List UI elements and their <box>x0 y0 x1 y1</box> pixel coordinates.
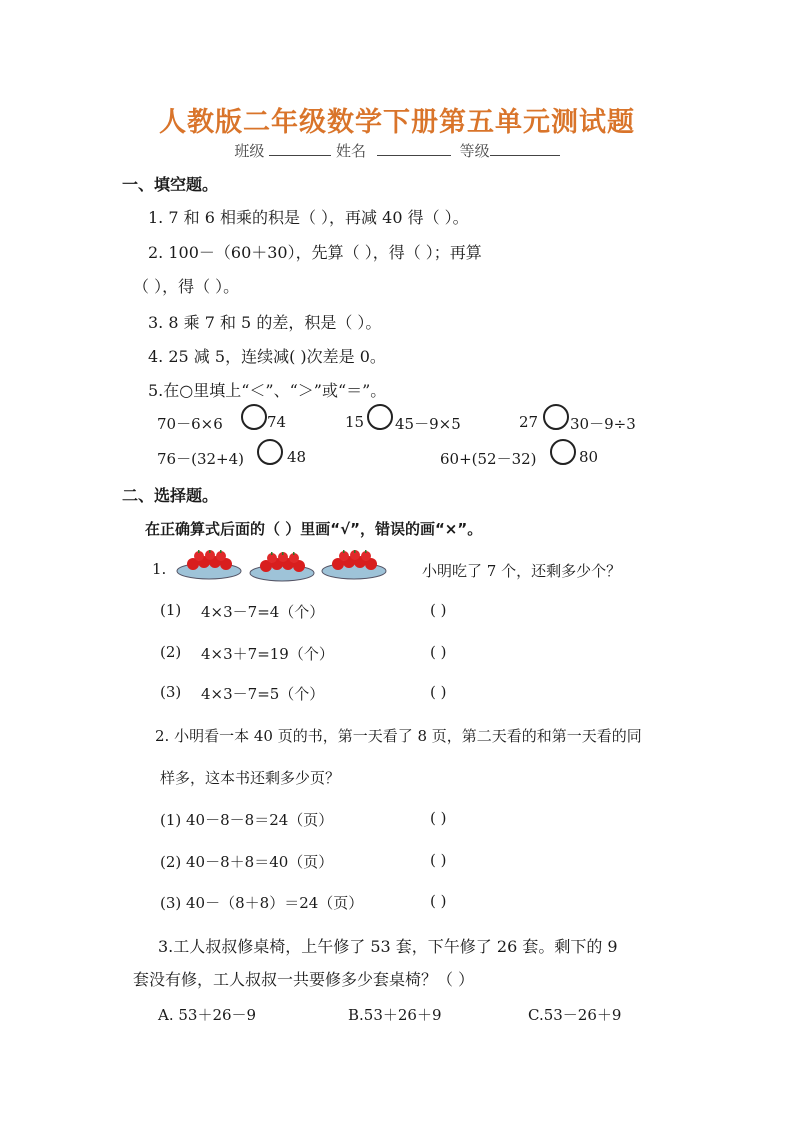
compare-5-left: 60+(52－32) <box>440 450 537 468</box>
compare-4-right: 48 <box>287 448 307 466</box>
section2-instruction: 在正确算式后面的（ ）里画“√”，错误的画“×”。 <box>145 520 483 538</box>
class-label: 班级 <box>234 142 265 160</box>
option-label: (3) <box>160 683 182 701</box>
answer-paren[interactable]: ( ) <box>430 683 447 701</box>
compare-4-left: 76－(32+4) <box>157 450 244 468</box>
grade-label: 等级 <box>459 142 490 160</box>
question-1-2-line2: （ ），得（ ）。 <box>133 277 240 296</box>
option-expression: (1) 40－8－8＝24（页） <box>160 811 334 829</box>
question-2-2-line1: 2. 小明看一本 40 页的书，第一天看了 8 页，第二天看的和第一天看的同 <box>155 727 642 745</box>
choice-b[interactable]: B.53＋26＋9 <box>348 1006 442 1024</box>
circle-icon[interactable] <box>550 439 576 465</box>
answer-paren[interactable]: ( ) <box>430 809 447 827</box>
option-expression: 4×3－7=5（个） <box>201 685 325 703</box>
compare-1-left: 70－6×6 <box>157 415 223 433</box>
answer-paren[interactable]: ( ) <box>430 643 447 661</box>
compare-3-left: 27 <box>519 413 539 431</box>
option-expression: 4×3＋7=19（个） <box>201 645 334 663</box>
circle-icon[interactable] <box>367 404 393 430</box>
question-2-2-line2: 样多，这本书还剩多少页？ <box>160 769 341 787</box>
option-expression: 4×3－7=4（个） <box>201 603 325 621</box>
apple-plate-icon <box>321 550 387 580</box>
page-title: 人教版二年级数学下册第五单元测试题 <box>159 107 635 138</box>
question-1-2-line1: 2. 100－（60＋30），先算（ ），得（ ）；再算 <box>148 243 482 262</box>
choice-c[interactable]: C.53－26＋9 <box>528 1006 622 1024</box>
option-expression: (3) 40－（8＋8）＝24（页） <box>160 894 364 912</box>
answer-paren[interactable]: ( ) <box>430 892 447 910</box>
option-label: (2) <box>160 643 182 661</box>
question-1-5: 5.在○里填上“＜”、“＞”或“＝”。 <box>148 381 387 400</box>
apple-plate-icon <box>176 550 242 580</box>
question-2-3-line1: 3.工人叔叔修桌椅，上午修了 53 套，下午修了 26 套。剩下的 9 <box>158 937 618 956</box>
class-blank[interactable] <box>269 141 331 156</box>
answer-paren[interactable]: ( ) <box>430 851 447 869</box>
question-1-4: 4. 25 减 5，连续减( )次差是 0。 <box>148 347 386 366</box>
compare-3-right: 30－9÷3 <box>570 415 636 433</box>
option-label: (1) <box>160 601 182 619</box>
student-info-line <box>0 140 794 161</box>
section2-heading: 二、选择题。 <box>122 486 219 505</box>
question-2-1-number: 1. <box>152 560 167 578</box>
circle-icon[interactable] <box>241 404 267 430</box>
circle-icon[interactable] <box>543 404 569 430</box>
question-2-3-line2: 套没有修，工人叔叔一共要修多少套桌椅？（ ） <box>133 970 475 989</box>
apple-plate-icon <box>249 552 315 582</box>
compare-5-right: 80 <box>579 448 599 466</box>
option-expression: (2) 40－8＋8＝40（页） <box>160 853 334 871</box>
compare-2-left: 15 <box>345 413 365 431</box>
grade-blank[interactable] <box>490 141 560 156</box>
question-1-1: 1. 7 和 6 相乘的积是（ ），再减 40 得（ ）。 <box>148 208 469 227</box>
circle-icon[interactable] <box>257 439 283 465</box>
compare-2-right: 45－9×5 <box>395 415 461 433</box>
section1-heading: 一、填空题。 <box>122 175 219 194</box>
name-label: 姓名 <box>335 142 366 160</box>
question-1-3: 3. 8 乘 7 和 5 的差，积是（ ）。 <box>148 313 382 332</box>
answer-paren[interactable]: ( ) <box>430 601 447 619</box>
question-2-1-text: 小明吃了 7 个，还剩多少个？ <box>422 562 622 580</box>
name-blank[interactable] <box>377 141 451 156</box>
choice-a[interactable]: A. 53＋26－9 <box>158 1006 257 1024</box>
compare-1-right: 74 <box>267 413 287 431</box>
